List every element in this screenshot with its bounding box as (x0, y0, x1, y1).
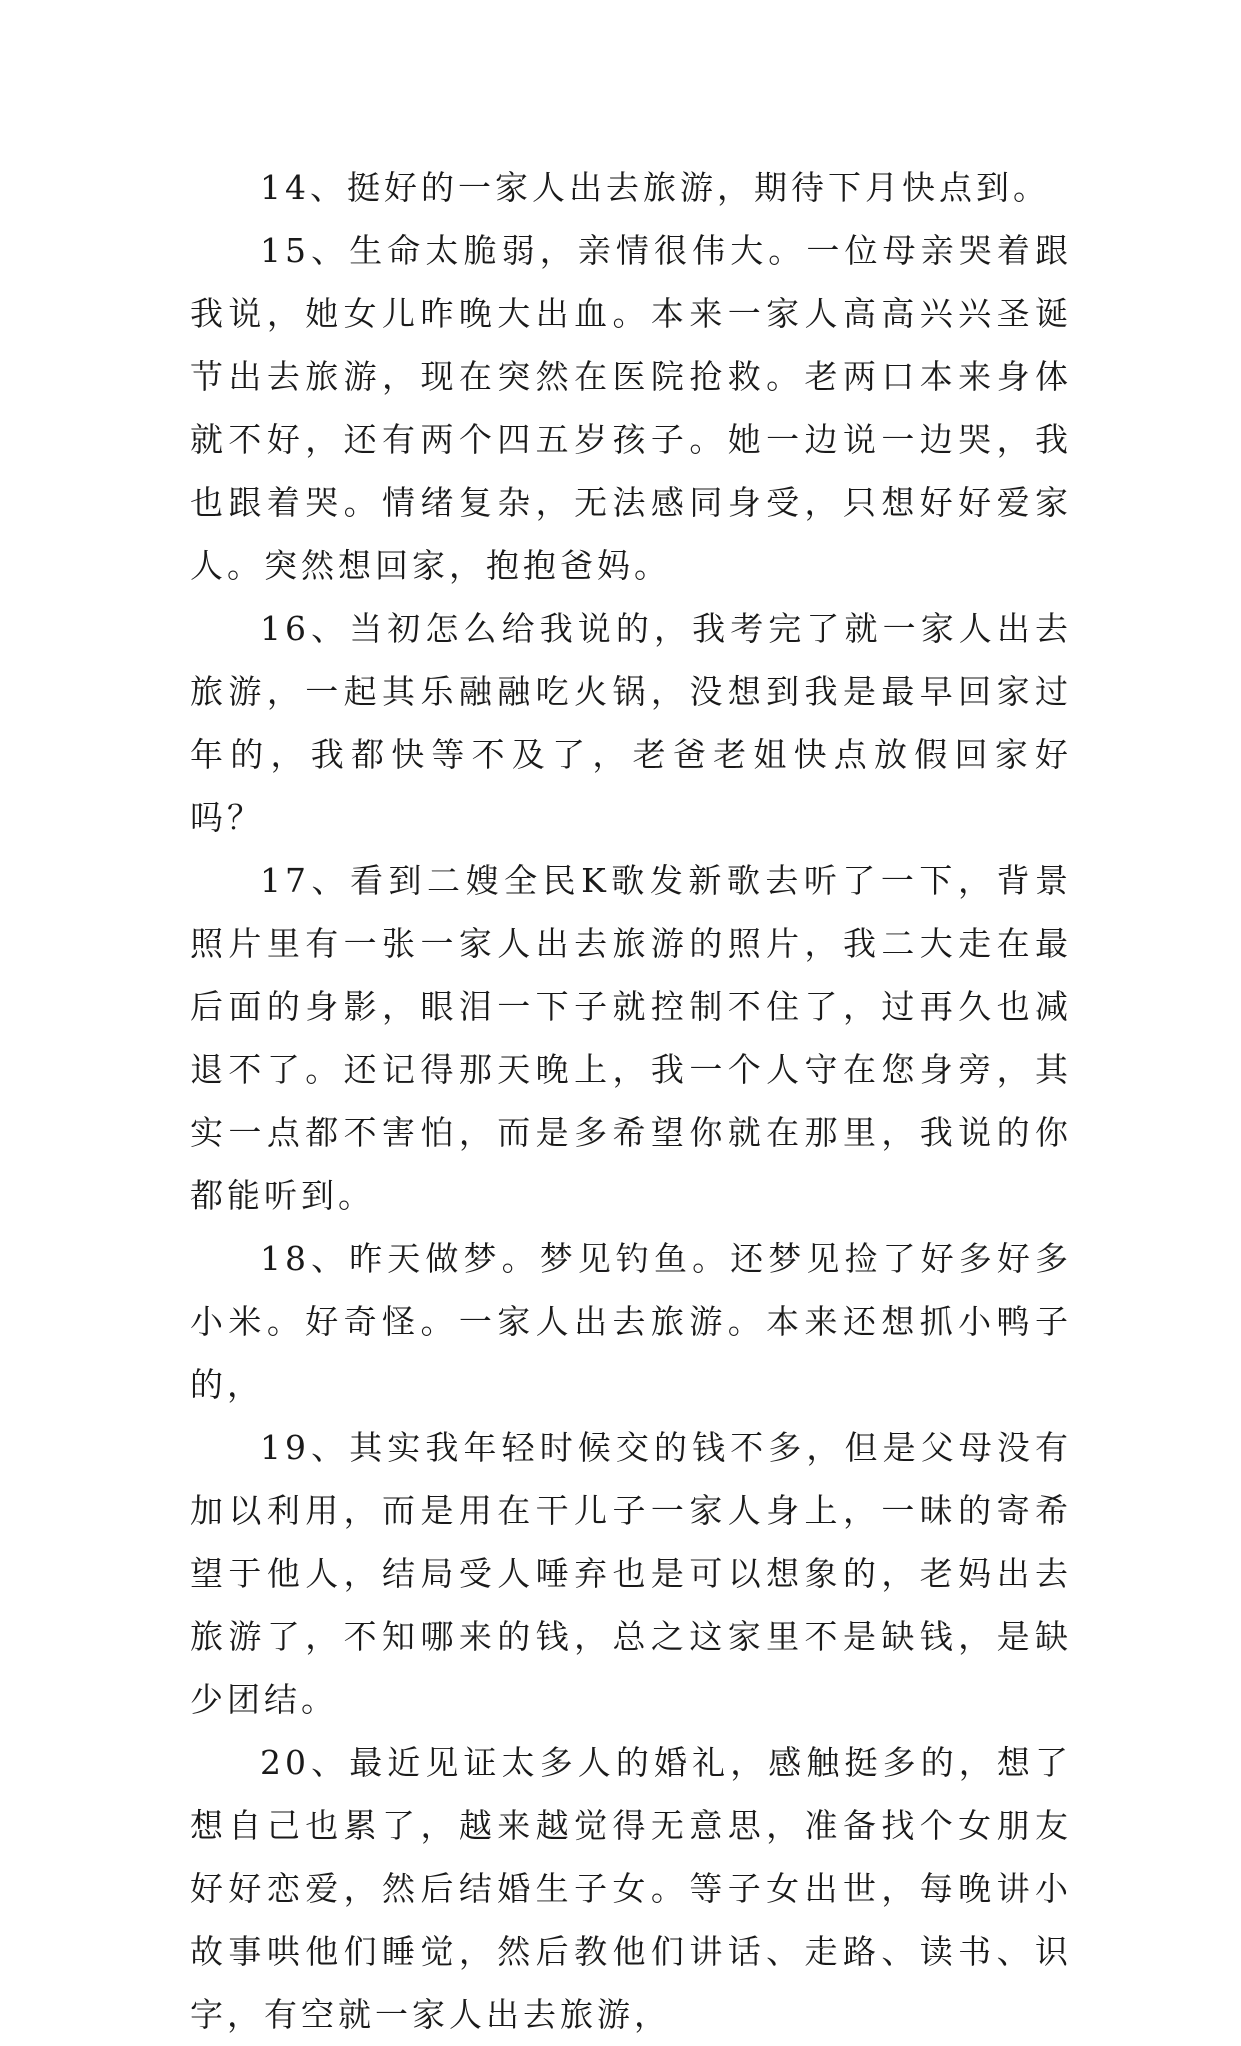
document-body (190, 156, 1072, 2046)
paragraph-20: 20、最近见证太多人的婚礼，感触挺多的，想了想自己也累了，越来越觉得无意思，准备找个女朋友好好恋爱，然后结婚生子女。等子女出世，每晚讲小故事哄他们睡觉，然后教他们讲话、走路、读书、识字，有空就一家人出去旅游， (190, 1743, 1072, 2034)
paragraph-15: 15、生命太脆弱，亲情很伟大。一位母亲哭着跟我说，她女儿昨晚大出血。本来一家人高高兴兴圣诞节出去旅游，现在突然在医院抢救。老两口本来身体就不好，还有两个四五岁孩子。她一边说一边哭，我也跟着哭。情绪复杂，无法感同身受，只想好好爱家人。突然想回家，抱抱爸妈。 (190, 231, 1072, 585)
paragraph-16: 16、当初怎么给我说的，我考完了就一家人出去旅游，一起其乐融融吃火锅，没想到我是最早回家过年的，我都快等不及了，老爸老姐快点放假回家好吗？ (190, 609, 1072, 837)
paragraph-19: 19、其实我年轻时候交的钱不多，但是父母没有加以利用，而是用在干儿子一家人身上，一昧的寄希望于他人，结局受人唾弃也是可以想象的，老妈出去旅游了，不知哪来的钱，总之这家里不是缺钱，是缺少团结。 (190, 1428, 1072, 1719)
paragraph-18: 18、昨天做梦。梦见钓鱼。还梦见捡了好多好多小米。好奇怪。一家人出去旅游。本来还想抓小鸭子的， (190, 1239, 1072, 1404)
paragraph-17: 17、看到二嫂全民K歌发新歌去听了一下，背景照片里有一张一家人出去旅游的照片，我二大走在最后面的身影，眼泪一下子就控制不住了，过再久也减退不了。还记得那天晚上，我一个人守在您身旁，其实一点都不害怕，而是多希望你就在那里，我说的你都能听到。 (190, 861, 1072, 1215)
paragraph-14: 14、挺好的一家人出去旅游，期待下月快点到。 (260, 168, 1050, 207)
